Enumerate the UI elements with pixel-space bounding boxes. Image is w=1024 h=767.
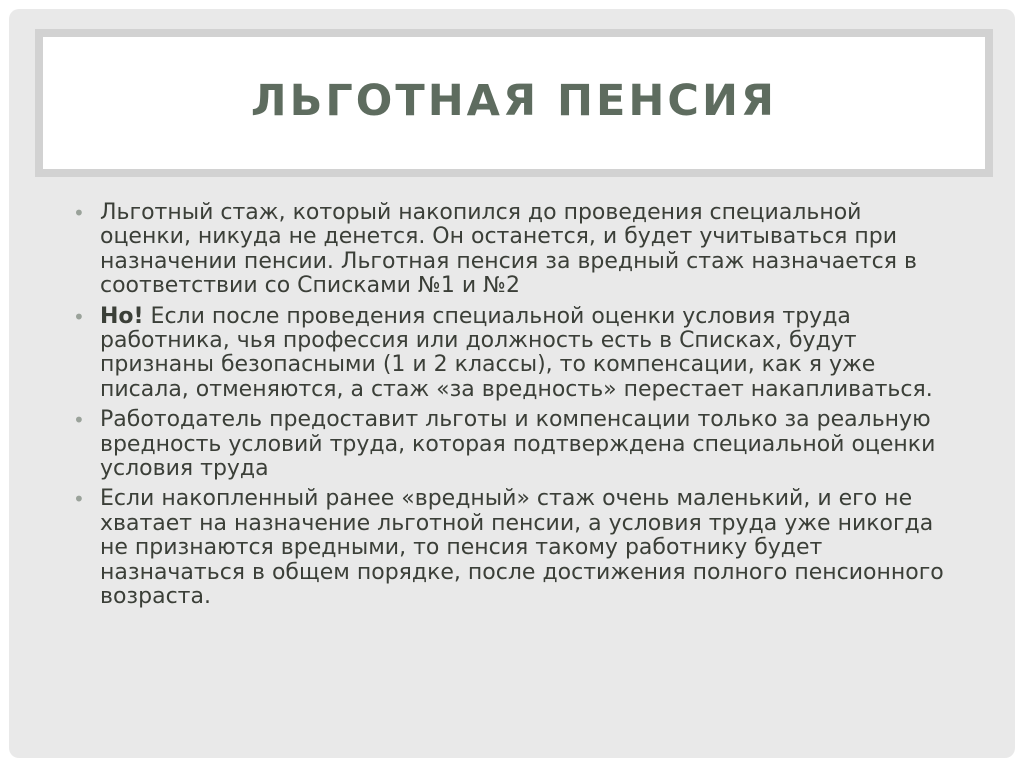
bullet-lead: Но! <box>100 303 144 329</box>
title-box <box>43 37 985 169</box>
bullet-icon: • <box>73 408 85 433</box>
bullet-list <box>71 201 951 616</box>
bullet-item-2 <box>71 305 951 403</box>
bullet-item-4 <box>71 487 951 609</box>
bullet-icon: • <box>73 201 85 225</box>
slide-title: ЛЬГОТНАЯ ПЕНСИЯ <box>250 76 778 126</box>
bullet-item-1 <box>71 201 951 299</box>
bullet-icon: • <box>73 304 85 329</box>
bullet-icon: • <box>73 487 85 512</box>
bullet-text: Если накопленный ранее «вредный» стаж очень маленький, и его не хватает на назначение льготной пенсии, а условия труда уже никогда не признаются вредными, то пенсия такому работнику будет назначаться в общем порядке, после достижения полного пенсионного возраста. <box>100 486 944 610</box>
slide <box>9 9 1015 758</box>
bullet-text: Работодатель предоставит льготы и компенсации только за реальную вредность условий труда, которая подтверждена специальной оценки условия труда <box>100 407 936 482</box>
title-frame <box>35 29 993 177</box>
bullet-text: Льготный стаж, который накопился до проведения специальной оценки, никуда не денется. Он останется, и будет учитываться при назначении пенсии. Льготная пенсия за вредный стаж назначается в соответствии со Списками №1 и №2 <box>100 200 917 299</box>
bullet-text: Если после проведения специальной оценки условия труда работника, чья профессия или должность есть в Списках, будут признаны безопасными (1 и 2 классы), то компенсации, как я уже писала, отменяются, а стаж «за вредность» перестает накапливаться. <box>100 303 933 402</box>
bullet-item-3 <box>71 408 951 481</box>
